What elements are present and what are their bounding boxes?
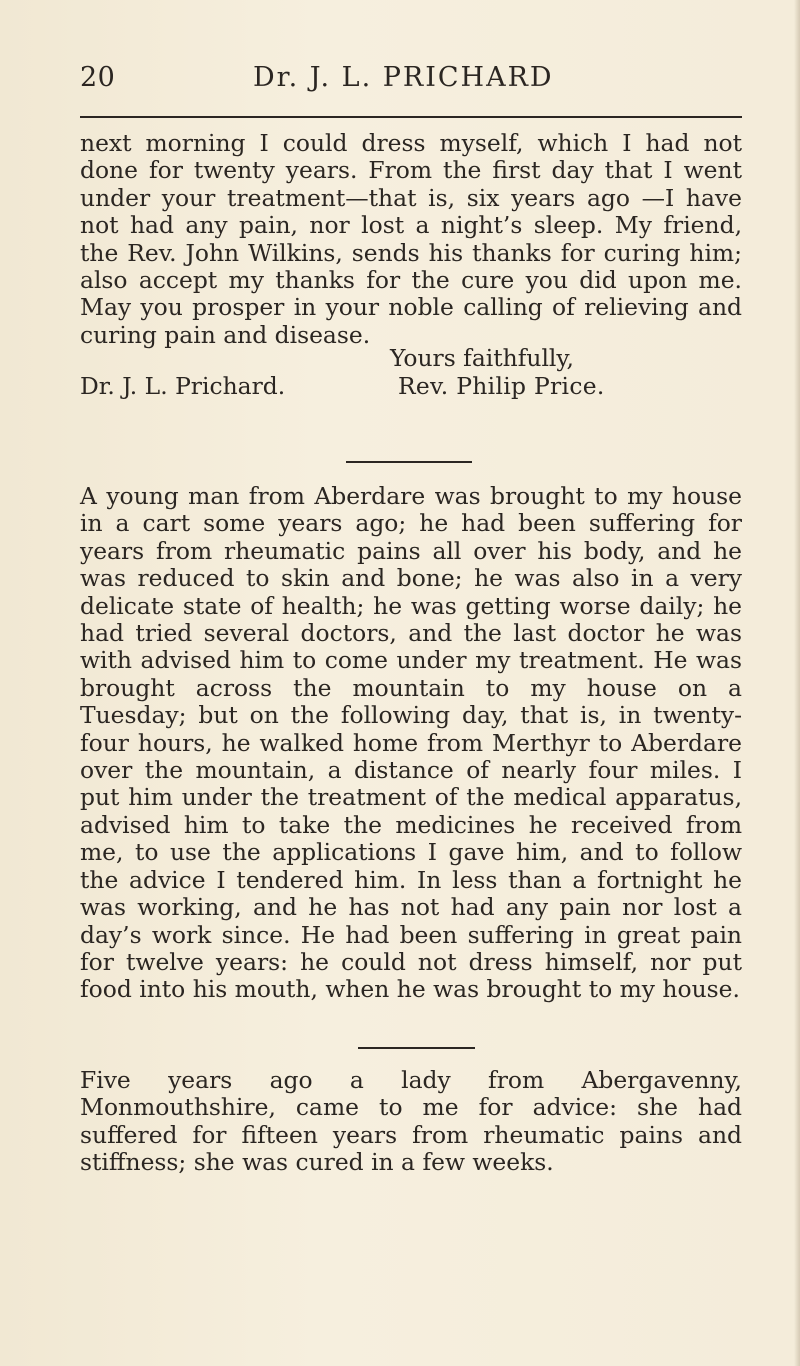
letter-addressee: Dr. J. L. Prichard.	[80, 372, 286, 400]
letter-body	[80, 130, 742, 349]
header-rule	[80, 116, 742, 118]
letter-signature: Rev. Philip Price.	[398, 372, 605, 400]
running-head: Dr. J. L. PRICHARD	[253, 62, 554, 93]
page-number: 20	[80, 62, 116, 93]
paragraph-abergavenny-case	[80, 1067, 742, 1177]
section-divider	[346, 461, 472, 463]
letter-body-text: next morning I could dress myself, which I had not done for twenty years. From the first day that I went under your treatment—that is, six years ago —I have not had any pain, nor lost a night’s sleep. My friend, the Rev. John Wilkins, sends his thanks for curing him; also accept my thanks for the cure you did upon me. May you prosper in your noble calling of relieving and curing pain and disease.	[80, 129, 742, 349]
section-divider	[358, 1047, 475, 1049]
paragraph-text: A young man from Aberdare was brought to my house in a cart some years ago; he had been suffering for years from rheumatic pains all over his body, and he was reduced to skin and bone; he was also in a very delicate state of health; he was getting worse daily; he had tried several doctors, and the last doctor he was with advised him to come under my treatment. He was brought across the mountain to my house on a Tuesday; but on the following day, that is, in twenty-four hours, he walked home from Merthyr to Aberdare over the mountain, a distance of nearly four miles. I put him under the treatment of the medical apparatus, advised him to take the medicines he received from me, to use the applications I gave him, and to follow the advice I tendered him. In less than a fortnight he was working, and he has not had any pain nor lost a day’s work since. He had been suffering in great pain for twelve years: he could not dress himself, nor put food into his mouth, when he was brought to my house.	[80, 482, 742, 1004]
letter-closing: Yours faithfully,	[390, 344, 574, 372]
paragraph-text: Five years ago a lady from Abergavenny, Monmouthshire, came to me for advice: she had suffered for fifteen years from rheumatic pains and stiffness; she was cured in a few weeks.	[80, 1066, 742, 1177]
paragraph-aberdare-case	[80, 483, 742, 1004]
page-edge-shadow	[794, 0, 800, 1366]
page-header	[80, 62, 742, 112]
